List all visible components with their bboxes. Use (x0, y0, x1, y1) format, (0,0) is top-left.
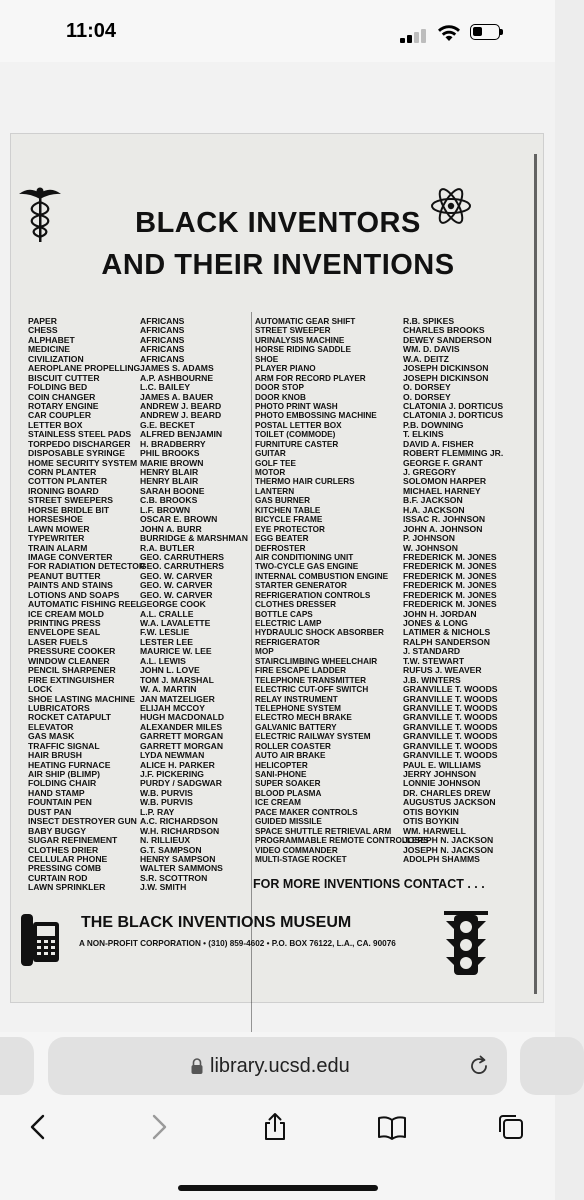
inventor-item: GRANVILLE T. WOODS (403, 702, 498, 713)
inventor-item: J. STANDARD (403, 646, 461, 657)
home-indicator (178, 1185, 378, 1191)
invention-item: PLAYER PIANO (255, 364, 316, 374)
inventor-item: GEORGE F. GRANT (403, 457, 483, 468)
inventor-item: GEO. W. CARVER (140, 570, 213, 581)
invention-item: PRESSURE COOKER (28, 646, 116, 657)
invention-item: SANI-PHONE (255, 770, 307, 779)
invention-item: FOLDING BED (28, 382, 88, 393)
inventor-item: CLATONIA J. DORTICUS (403, 400, 504, 411)
inventor-item: G.E. BECKET (140, 419, 195, 430)
inventor-item: AFRICANS (140, 316, 185, 326)
inventor-item: JOHN A. BURR (140, 523, 202, 534)
invention-item: LAWN SPRINKLER (28, 882, 106, 893)
inventor-item: ELIJAH MCCOY (140, 702, 205, 713)
invention-item: CIVILIZATION (28, 353, 84, 364)
inventor-item: GRANVILLE T. WOODS (403, 731, 498, 742)
invention-item: PRESSING COMB (28, 863, 102, 874)
inventor-item: BURRIDGE & MARSHMAN (140, 533, 248, 544)
wifi-icon (436, 23, 462, 43)
inventor-item: FREDERICK M. JONES (403, 599, 497, 610)
inventor-item: GRANVILLE T. WOODS (403, 750, 498, 761)
inventor-item: W.A. LAVALETTE (140, 618, 211, 628)
invention-item: EYE PROTECTOR (255, 524, 325, 534)
inventor-item: FREDERICK M. JONES (403, 551, 497, 562)
inventor-item: O. DORSEY (403, 382, 451, 393)
inventor-item: GEORGE COOK (140, 599, 206, 610)
inventor-item: AFRICANS (140, 353, 185, 364)
invention-item: GUIDED MISSILE (255, 817, 322, 827)
inventor-item: WM. HARWELL (403, 825, 466, 836)
inventor-item: RUFUS J. WEAVER (403, 665, 482, 676)
invention-item: ENVELOPE SEAL (28, 627, 101, 638)
invention-item: STARTER GENERATOR (255, 581, 347, 591)
status-bar (0, 0, 555, 62)
invention-item: WINDOW CLEANER (28, 655, 110, 666)
inventor-item: OTIS BOYKIN (403, 816, 459, 827)
invention-item: SUPER SOAKER (255, 779, 321, 789)
tabs-icon[interactable] (496, 1112, 526, 1142)
bookmarks-icon[interactable] (377, 1112, 407, 1142)
inventor-item: B.F. JACKSON (403, 495, 463, 506)
inventor-item: JOHN H. JORDAN (403, 608, 477, 619)
telephone-icon (19, 912, 61, 968)
inventor-item: F.W. LESLIE (140, 627, 190, 638)
invention-item: AUTOMATIC GEAR SHIFT (255, 317, 356, 326)
inventor-item: P. JOHNSON (403, 533, 455, 544)
invention-item: FIRE EXTINGUISHER (28, 674, 115, 685)
invention-item: AIR CONDITIONING UNIT (255, 552, 354, 562)
inventor-item: LATIMER & NICHOLS (403, 627, 491, 638)
invention-item: HEATING FURNACE (28, 759, 111, 770)
inventor-item: ADOLPH SHAMMS (403, 853, 480, 864)
invention-item: GUITAR (255, 449, 286, 459)
invention-item: PEANUT BUTTER (28, 570, 101, 581)
inventor-item: JOHN A. JOHNSON (403, 523, 483, 534)
inventor-item: T. ELKINS (403, 429, 444, 440)
invention-item: GOLF TEE (255, 458, 296, 468)
inventor-item: WALTER SAMMONS (140, 863, 223, 874)
invention-item: DOOR STOP (255, 383, 304, 393)
inventor-item: C.B. BROOKS (140, 495, 198, 506)
invention-item: HORSE BRIDLE BIT (28, 504, 110, 515)
invention-item: ROLLER COASTER (255, 741, 331, 751)
invention-item: THERMO HAIR CURLERS (255, 477, 355, 487)
invention-item: LUBRICATORS (28, 702, 90, 713)
invention-item: PAINTS AND STAINS (28, 580, 113, 591)
invention-item: AUTOMATIC FISHING REEL (28, 599, 142, 610)
invention-item: CLOTHES DRIER (28, 844, 99, 855)
invention-item: BOTTLE CAPS (255, 609, 313, 619)
inventor-item: GEO. W. CARVER (140, 589, 213, 600)
invention-item: VIDEO COMMANDER (255, 845, 338, 855)
invention-item: TWO-CYCLE GAS ENGINE (255, 562, 359, 572)
invention-item: URINALYSIS MACHINE (255, 335, 345, 345)
inventor-item: J. GREGORY (403, 467, 457, 477)
inventor-item: RALPH SANDERSON (403, 636, 490, 647)
invention-item: LETTER BOX (28, 419, 83, 430)
inventor-item: GEO. CARRUTHERS (140, 561, 225, 572)
invention-item: COIN CHANGER (28, 391, 96, 402)
inventor-item: DR. CHARLES DREW (403, 787, 491, 798)
inventor-item: H.A. JACKSON (403, 504, 465, 515)
next-tab-preview[interactable] (520, 1037, 584, 1095)
inventor-item: JOSEPH DICKINSON (403, 372, 489, 383)
inventor-item: DEWEY SANDERSON (403, 334, 492, 345)
invention-item: TYPEWRITER (28, 533, 85, 544)
inventor-item: T.W. STEWART (403, 655, 465, 666)
invention-item: MEDICINE (28, 344, 71, 355)
invention-item: COTTON PLANTER (28, 476, 108, 487)
inventor-item: L.C. BAILEY (140, 382, 191, 393)
invention-item: MOP (255, 647, 274, 657)
invention-item: ICE CREAM MOLD (28, 608, 104, 619)
invention-item: CAR COUPLER (28, 410, 92, 421)
invention-item: FURNITURE CASTER (255, 439, 339, 449)
inventor-item: HENRY SAMPSON (140, 853, 216, 864)
inventor-item: AUGUSTUS JACKSON (403, 797, 496, 808)
invention-item: LOTIONS AND SOAPS (28, 589, 120, 600)
inventor-item: MAURICE W. LEE (140, 646, 212, 657)
inventor-item: OSCAR E. BROWN (140, 514, 218, 525)
invention-item: PACE MAKER CONTROLS (255, 807, 358, 817)
invention-item: BABY BUGGY (28, 825, 87, 836)
inventor-item: O. DORSEY (403, 391, 451, 402)
share-icon[interactable] (260, 1112, 290, 1142)
inventor-item: ALEXANDER MILES (140, 721, 223, 732)
invention-item: POSTAL LETTER BOX (255, 420, 342, 430)
invention-item: TRAFFIC SIGNAL (28, 740, 100, 751)
url-text[interactable]: library.ucsd.edu (210, 1055, 350, 1077)
invention-item: BLOOD PLASMA (255, 788, 322, 798)
invention-item: GAS BURNER (255, 496, 311, 506)
invention-item: PHOTO EMBOSSING MACHINE (255, 411, 377, 421)
inventor-item: G.T. SAMPSON (140, 844, 202, 855)
invention-item: LANTERN (255, 486, 295, 496)
inventor-item: GEO. W. CARVER (140, 580, 213, 591)
invention-item: PENCIL SHARPENER (28, 665, 116, 676)
inventor-item: MICHAEL HARNEY (403, 485, 481, 496)
inventor-item: ISSAC R. JOHNSON (403, 514, 486, 525)
museum-address: A NON-PROFIT CORPORATION • (310) 859-4602 • P.O. BOX 76122, L.A., CA. 90076 (79, 939, 396, 948)
inventor-item: JOSEPH DICKINSON (403, 363, 489, 374)
invention-item: CORN PLANTER (28, 467, 97, 477)
invention-item: ALPHABET (28, 334, 75, 345)
invention-item: ELECTRIC RAILWAY SYSTEM (255, 732, 371, 742)
invention-item: STREET SWEEPER (255, 326, 331, 336)
inventor-item: ROBERT FLEMMING JR. (403, 448, 504, 459)
invention-item: HORSESHOE (28, 514, 83, 525)
invention-item: LASER FUELS (28, 636, 88, 647)
inventor-item: AFRICANS (140, 325, 185, 336)
invention-item: REFRIGERATION CONTROLS (255, 590, 371, 600)
inventor-item: PURDY / SADGWAR (140, 778, 222, 789)
inventor-item: GARRETT MORGAN (140, 740, 224, 751)
invention-item: BISCUIT CUTTER (28, 372, 100, 383)
inventor-item: WM. D. DAVIS (403, 344, 460, 355)
invention-item: FOLDING CHAIR (28, 778, 97, 789)
back-icon[interactable] (24, 1112, 54, 1142)
invention-item: TELEPHONE SYSTEM (255, 703, 341, 713)
inventor-item: OTIS BOYKIN (403, 806, 459, 817)
inventor-item: LYDA NEWMAN (140, 750, 205, 761)
inventor-item: ANDREW J. BEARD (140, 410, 222, 421)
inventor-item: GARRETT MORGAN (140, 731, 224, 742)
inventor-item: HUGH MACDONALD (140, 712, 225, 723)
invention-item: FOR RADIATION DETECTOR (28, 561, 146, 572)
inventor-item: W.A. DEITZ (403, 353, 449, 364)
invention-item: KITCHEN TABLE (255, 505, 321, 515)
invention-item: ROTARY ENGINE (28, 400, 99, 411)
inventor-item: SARAH BOONE (140, 485, 205, 496)
inventor-item: GEO. CARRUTHERS (140, 551, 225, 562)
invention-item: ELECTRIC CUT-OFF SWITCH (255, 685, 369, 695)
inventor-item: S.R. SCOTTRON (140, 872, 208, 883)
inventor-item: FREDERICK M. JONES (403, 570, 497, 581)
inventor-item: J.B. WINTERS (403, 674, 461, 685)
inventor-item: FREDERICK M. JONES (403, 589, 497, 600)
document-viewer[interactable] (0, 62, 555, 1032)
inventor-item: FREDERICK M. JONES (403, 580, 497, 591)
inventor-item: ALICE H. PARKER (140, 759, 215, 770)
invention-item: REFRIGERATOR (255, 637, 320, 647)
inventor-item: L.P. RAY (140, 806, 175, 817)
invention-item: HORSE RIDING SADDLE (255, 345, 351, 355)
inventor-item: A.L. CRALLE (140, 608, 194, 619)
invention-item: FOUNTAIN PEN (28, 797, 92, 808)
invention-item: CELLULAR PHONE (28, 853, 108, 864)
invention-item: SHOE (255, 354, 279, 364)
inventor-item: GRANVILLE T. WOODS (403, 712, 498, 723)
invention-item: LAWN MOWER (28, 523, 90, 534)
invention-item: IMAGE CONVERTER (28, 551, 113, 562)
invention-item: EGG BEATER (255, 534, 309, 544)
invention-item: IRONING BOARD (28, 485, 99, 496)
invention-item: AEROPLANE PROPELLING (28, 363, 141, 374)
museum-name: THE BLACK INVENTIONS MUSEUM (81, 914, 352, 931)
invention-item: HAIR BRUSH (28, 750, 82, 761)
inventor-item: MARIE BROWN (140, 457, 204, 468)
document-title-line2: AND THEIR INVENTIONS (101, 249, 455, 281)
battery-icon (470, 24, 500, 40)
inventor-item: P.B. DOWNING (403, 419, 464, 430)
invention-item: AIR SHIP (BLIMP) (28, 769, 100, 779)
invention-item: CURTAIN ROD (28, 872, 88, 883)
inventor-item: LESTER LEE (140, 636, 194, 647)
invention-item: HELICOPTER (255, 760, 308, 770)
inventor-item: PHIL BROOKS (140, 448, 200, 459)
inventor-item: N. RILLIEUX (140, 835, 191, 846)
invention-item: HYDRAULIC SHOCK ABSORBER (255, 628, 384, 638)
lock-icon (190, 1057, 204, 1075)
invention-item: SPACE SHUTTLE RETRIEVAL ARM (255, 826, 392, 836)
invention-item: AUTO AIR BRAKE (255, 751, 326, 761)
invention-item: TRAIN ALARM (28, 542, 88, 553)
invention-item: SUGAR REFINEMENT (28, 835, 118, 846)
invention-item: HOME SECURITY SYSTEM (28, 457, 138, 468)
invention-item: INTERNAL COMBUSTION ENGINE (255, 571, 389, 581)
inventor-item: AFRICANS (140, 334, 185, 345)
invention-item: STAIRCLIMBING WHEELCHAIR (255, 656, 378, 666)
inventor-item: AFRICANS (140, 344, 185, 355)
inventions-column-left (28, 316, 146, 893)
inventor-item: ANDREW J. BEARD (140, 400, 222, 411)
invention-item: PAPER (28, 316, 57, 326)
inventor-item: FREDERICK M. JONES (403, 561, 497, 572)
reload-icon[interactable] (467, 1054, 491, 1078)
inventor-item: CLATONIA J. DORTICUS (403, 410, 504, 421)
invention-item: DEFROSTER (255, 543, 306, 553)
inventor-item: JERRY JOHNSON (403, 769, 477, 779)
invention-item: STREET SWEEPERS (28, 495, 113, 506)
inventor-item: H. BRADBERRY (140, 438, 206, 449)
invention-item: TOILET (COMMODE) (255, 430, 336, 440)
invention-item: ELECTRO MECH BRAKE (255, 713, 352, 723)
previous-tab-preview[interactable] (0, 1037, 34, 1095)
invention-item: HAND STAMP (28, 787, 85, 798)
invention-item: GALVANIC BATTERY (255, 722, 337, 732)
inventor-item: J.W. SMITH (140, 882, 187, 893)
invention-item: PRINTING PRESS (28, 618, 101, 628)
inventor-item: W.B. PURVIS (140, 787, 193, 798)
scanned-page (10, 133, 544, 1003)
inventor-item: R.B. SPIKES (403, 316, 455, 326)
inventor-item: JAMES S. ADAMS (140, 363, 214, 374)
invention-item: DISPOSABLE SYRINGE (28, 448, 125, 459)
invention-item: MOTOR (255, 468, 286, 477)
inventor-item: R.A. BUTLER (140, 542, 195, 553)
inventor-item: W. JOHNSON (403, 542, 458, 553)
inventor-item: JOSEPH N. JACKSON (403, 844, 494, 855)
invention-item: ARM FOR RECORD PLAYER (255, 373, 366, 383)
invention-item: TORPEDO DISCHARGER (28, 438, 131, 449)
invention-item: SHOE LASTING MACHINE (28, 693, 135, 704)
inventor-item: PAUL E. WILLIAMS (403, 759, 481, 770)
inventor-item: JAMES A. BAUER (140, 391, 214, 402)
inventor-item: W.B. PURVIS (140, 797, 193, 808)
status-time: 11:04 (66, 20, 117, 42)
inventor-item: DAVID A. FISHER (403, 438, 474, 449)
inventor-item: JONES & LONG (403, 618, 468, 628)
invention-item: ICE CREAM (255, 798, 301, 808)
invention-item: FIRE ESCAPE LADDER (255, 666, 346, 676)
inventor-item: HENRY BLAIR (140, 476, 199, 487)
invention-item: MULTI-STAGE ROCKET (255, 854, 347, 864)
invention-item: CLOTHES DRESSER (255, 600, 336, 610)
inventor-item: W. A. MARTIN (140, 684, 197, 695)
invention-item: BICYCLE FRAME (255, 515, 323, 525)
invention-item: DOOR KNOB (255, 392, 306, 402)
inventor-item: A.C. RICHARDSON (140, 816, 218, 827)
invention-item: LOCK (28, 684, 53, 695)
inventor-item: GRANVILLE T. WOODS (403, 721, 498, 732)
inventor-item: J.F. PICKERING (140, 769, 204, 779)
traffic-light-icon (444, 909, 488, 979)
invention-item: ROCKET CATAPULT (28, 712, 112, 723)
inventor-item: W.H. RICHARDSON (140, 825, 220, 836)
inventor-item: LONNIE JOHNSON (403, 778, 481, 789)
invention-item: RELAY INSTRUMENT (255, 694, 338, 704)
invention-item: ELEVATOR (28, 721, 74, 732)
invention-item: PROGRAMMABLE REMOTE CONTROLLERS (255, 836, 429, 846)
inventor-item: A.L. LEWIS (140, 655, 186, 666)
cellular-signal-icon (400, 27, 430, 43)
contact-line: FOR MORE INVENTIONS CONTACT . . . (253, 877, 485, 891)
inventor-item: ALFRED BENJAMIN (140, 429, 223, 440)
forward-icon[interactable] (143, 1112, 173, 1142)
invention-item: DUST PAN (28, 806, 72, 817)
inventor-item: L.F. BROWN (140, 504, 191, 515)
invention-item: ELECTRIC LAMP (255, 619, 322, 628)
invention-item: CHESS (28, 325, 58, 336)
inventors-column-left (140, 317, 250, 893)
inventor-item: HENRY BLAIR (140, 467, 199, 477)
inventor-item: A.P. ASHBOURNE (140, 372, 214, 383)
document-title-line1: BLACK INVENTORS (135, 207, 421, 239)
inventors-column-right (403, 317, 533, 864)
inventor-item: CHARLES BROOKS (403, 325, 485, 336)
invention-item: GAS MASK (28, 731, 75, 742)
inventor-item: JOHN L. LOVE (140, 665, 200, 676)
inventor-item: JAN MATZELIGER (140, 693, 215, 704)
inventor-item: GRANVILLE T. WOODS (403, 740, 498, 751)
invention-item: TELEPHONE TRANSMITTER (255, 675, 366, 685)
invention-item: PHOTO PRINT WASH (255, 401, 338, 411)
inventor-item: SOLOMON HARPER (403, 476, 487, 487)
inventor-item: JOSEPH N. JACKSON (403, 835, 494, 846)
inventor-item: GRANVILLE T. WOODS (403, 684, 498, 695)
invention-item: STAINLESS STEEL PADS (28, 429, 132, 440)
inventor-item: TOM J. MARSHAL (140, 674, 214, 685)
inventor-item: GRANVILLE T. WOODS (403, 693, 498, 704)
invention-item: INSECT DESTROYER GUN (28, 816, 137, 827)
